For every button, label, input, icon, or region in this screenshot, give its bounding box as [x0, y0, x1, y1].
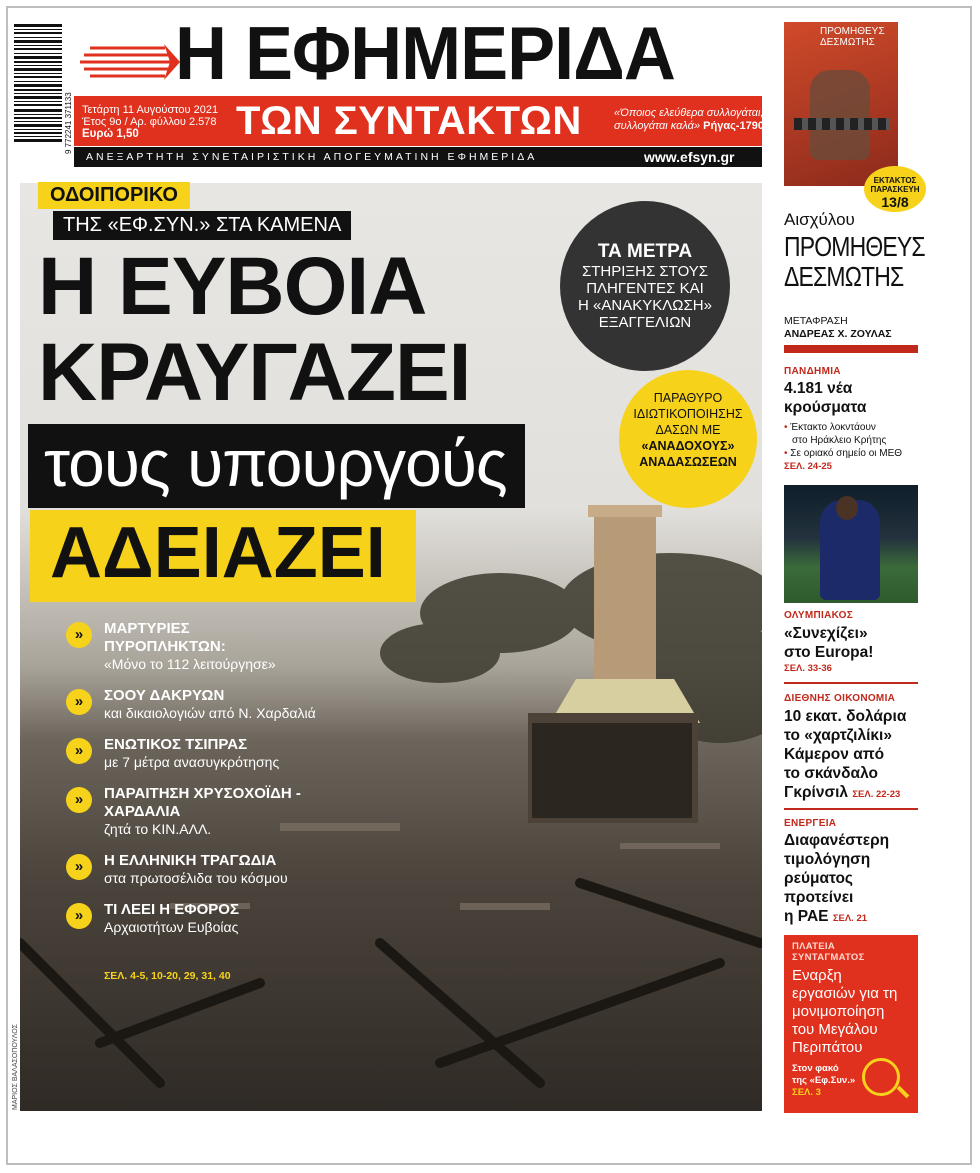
quote-line: «Όποιος ελεύθερα συλλογάται, [614, 107, 764, 119]
bullet-item[interactable] [60, 620, 400, 673]
circle-text: ΙΔΙΩΤΙΚΟΠΟΙΗΣΗΣ [633, 407, 743, 421]
bullet-title: ΜΑΡΤΥΡΙΕΣ ΠΥΡΟΠΛΗΚΤΩΝ: [104, 620, 226, 655]
bullet-sub: με 7 μέτρα ανασυγκρότησης [104, 754, 280, 770]
box-section: ΣΥΝΤΑΓΜΑΤΟΣ [792, 952, 865, 963]
bullet-sub: στα πρωτοσέλιδα του κόσμου [104, 870, 288, 886]
box-section: ΠΛΑΤΕΙΑ [792, 941, 836, 952]
double-chevron-right-icon: » [66, 738, 92, 764]
lead-pages: ΣΕΛ. 4-5, 10-20, 29, 31, 40 [104, 970, 231, 982]
headline-line: η ΡΑΕ [784, 908, 829, 925]
double-chevron-right-icon: » [66, 689, 92, 715]
newspaper-title: Η ΕΦΗΜΕΡΙΔΑ [175, 11, 675, 96]
circle-text: Η «ΑΝΑΚΥΚΛΩΣΗ» [578, 297, 712, 314]
book-title-line: ΔΕΣΜΩΤΗΣ [784, 261, 904, 292]
box-line: εργασιών για τη [792, 985, 898, 1002]
circle-text: ΕΞΑΓΓΕΛΙΩΝ [598, 314, 692, 331]
bullet-item[interactable] [60, 852, 400, 887]
book-cover-title: ΠΡΟΜΗΘΕΥΣ ΔΕΣΜΩΤΗΣ [820, 26, 885, 48]
headline-subline-black: τους υπουργούς [28, 424, 525, 508]
logo-pen-icon [80, 40, 180, 86]
item-text: Έκτακτο λοκντάουν [790, 422, 876, 433]
headline-line: Γκρίνσιλ [784, 784, 849, 801]
box-line: μονιμοποίηση [792, 1003, 885, 1020]
energy-headline[interactable] [784, 831, 889, 928]
bullet-title: ΕΝΩΤΙΚΟΣ ΤΣΙΠΡΑΣ [104, 736, 248, 753]
photo-credit: ΜΑΡΙΟΣ ΒΑΛΑΣΟΠΟΥΛΟΣ [12, 1023, 19, 1110]
circle-text: ΑΝΑΔΑΣΩΣΕΩΝ [639, 455, 737, 469]
privatization-circle [619, 370, 757, 508]
headline-line: στο Europa! [784, 644, 874, 661]
website-link[interactable]: www.efsyn.gr [644, 149, 735, 165]
headline-subline-yellow: ΑΔΕΙΑΖΕΙ [30, 510, 416, 602]
story-bullets [60, 620, 400, 950]
translation-label: ΜΕΤΑΦΡΑΣΗ [784, 315, 848, 327]
headline-line: κρούσματα [784, 399, 867, 416]
bullet-sub: Αρχαιοτήτων Ευβοίας [104, 919, 239, 935]
book-author: Αισχύλου [784, 210, 855, 229]
double-chevron-right-icon: » [66, 854, 92, 880]
page-ref: ΣΕΛ. 22-23 [852, 789, 901, 800]
kicker-label: ΟΔΟΙΠΟΡΙΚΟ [38, 182, 190, 209]
economy-section: ΔΙΕΘΝΗΣ ΟΙΚΟΝΟΜΙΑ [784, 693, 896, 704]
book-title-line: ΠΡΟΜΗΘΕΥΣ [784, 231, 925, 262]
bullet-item[interactable] [60, 901, 400, 936]
box-footer: της «Εφ.Συν.» [792, 1075, 856, 1086]
headline-line: ΚΡΑΥΓΑΖΕΙ [38, 327, 471, 418]
masthead-quote [614, 107, 764, 133]
box-line: Εναρξη [792, 967, 842, 984]
circle-text: ΣΤΗΡΙΞΗΣ ΣΤΟΥΣ [581, 263, 709, 280]
circle-text: ΠΑΡΑΘΥΡΟ [653, 391, 723, 405]
book-title [784, 232, 925, 292]
magnifier-icon [862, 1058, 900, 1096]
player-head [836, 496, 858, 520]
badge-date: 13/8 [881, 194, 909, 210]
box-footer: Στον φακό [792, 1063, 839, 1074]
section-divider [784, 345, 918, 353]
sport-pages: ΣΕΛ. 33-36 [784, 663, 832, 674]
headline-line: Διαφανέστερη [784, 832, 890, 849]
badge-text: ΕΚΤΑΚΤΟΣ [873, 176, 917, 185]
barcode [14, 24, 62, 154]
double-chevron-right-icon: » [66, 622, 92, 648]
circle-text: ΠΛΗΓΕΝΤΕΣ ΚΑΙ [586, 280, 704, 297]
box-line: του Μεγάλου [792, 1021, 878, 1038]
double-chevron-right-icon: » [66, 787, 92, 813]
bullet-title: Η ΕΛΛΗΝΙΚΗ ΤΡΑΓΩΔΙΑ [104, 852, 277, 869]
bullet-item[interactable] [60, 736, 400, 771]
headline-line: προτείνει [784, 889, 854, 906]
double-chevron-right-icon: » [66, 903, 92, 929]
newspaper-subtitle: ΤΩΝ ΣΥΝΤΑΚΤΩΝ [236, 99, 582, 143]
pandemic-section: ΠΑΝΔΗΜΙΑ [784, 366, 841, 377]
issue-info [82, 104, 218, 140]
measures-circle [560, 201, 730, 371]
page-ref: ΣΕΛ. 21 [832, 913, 868, 924]
circle-title: ΤΑ ΜΕΤΡΑ [597, 241, 693, 262]
headline-line: 10 εκατ. δολάρια [784, 708, 907, 725]
bullet-sub: «Μόνο το 112 λειτούργησε» [104, 656, 276, 672]
bullet-sub: ζητά το ΚΙΝ.ΑΛΛ. [104, 821, 212, 837]
item-text: Σε οριακό σημείο οι ΜΕΘ [790, 448, 903, 459]
circle-text: «ΑΝΑΔΟΧΟΥΣ» [641, 439, 735, 453]
section-divider [784, 682, 918, 684]
headline-line: τιμολόγηση [784, 851, 871, 868]
headline-line: το σκάνδαλο [784, 765, 878, 782]
headline-line: ρεύματος [784, 870, 853, 887]
pandemic-headline[interactable] [784, 379, 866, 417]
headline-line: 4.181 νέα [784, 380, 853, 397]
bullet-item[interactable] [60, 687, 400, 722]
bullet-title: ΤΙ ΛΕΕΙ Η ΕΦΟΡΟΣ [104, 901, 239, 918]
energy-section: ΕΝΕΡΓΕΙΑ [784, 818, 837, 829]
fist-illustration [810, 70, 870, 160]
tagline: ΑΝΕΞΑΡΤΗΤΗ ΣΥΝΕΤΑΙΡΙΣΤΙΚΗ ΑΠΟΓΕΥΜΑΤΙΝΗ ΕΦΗΜΕΡΙΔΑ [86, 151, 538, 163]
box-line: Περιπάτου [792, 1039, 863, 1056]
quote-line: συλλογάται καλά» [614, 120, 701, 132]
page-ref: ΣΕΛ. 24-25 [784, 461, 832, 472]
headline-line: το «χαρτζιλίκι» [784, 727, 892, 744]
bullet-title: ΣΟΟΥ ΔΑΚΡΥΩΝ [104, 687, 225, 704]
badge-text: ΠΑΡΑΣΚΕΥΗ [870, 185, 920, 194]
issue-number: Έτος 9ο / Αρ. φύλλου 2.578 [82, 116, 217, 128]
circle-text: ΔΑΣΩΝ ΜΕ [655, 423, 721, 437]
sport-section: ΟΛΥΜΠΙΑΚΟΣ [784, 610, 854, 621]
sport-headline[interactable] [784, 624, 873, 662]
translator-name: ΑΝΔΡΕΑΣ Χ. ΖΟΥΛΑΣ [784, 328, 892, 340]
bullet-sub: και δικαιολογιών από Ν. Χαρδαλιά [104, 705, 316, 721]
quote-author: Ρήγας-1790 [703, 120, 764, 132]
headline-line: «Συνεχίζει» [784, 625, 868, 642]
kicker-sublabel: ΤΗΣ «ΕΦ.ΣΥΝ.» ΣΤΑ ΚΑΜΕΝΑ [53, 211, 351, 240]
pandemic-items: • Έκτακτο λοκντάουν στο Ηράκλειο Κρήτης • Σε οριακό σημείο οι ΜΕΘ ΣΕΛ. 24-25 [784, 422, 903, 472]
headline-line: Κάμερον από [784, 746, 885, 763]
bullet-item[interactable] [60, 785, 400, 838]
item-text: στο Ηράκλειο Κρήτης [792, 435, 887, 446]
bullet-title: ΠΑΡΑΙΤΗΣΗ ΧΡΥΣΟΧΟΪΔΗ - ΧΑΡΔΑΛΙΑ [104, 785, 301, 820]
headline-line: Η ΕΥΒΟΙΑ [38, 241, 427, 332]
economy-headline[interactable] [784, 707, 906, 804]
issue-price: Ευρώ 1,50 [82, 128, 139, 140]
page-ref: ΣΕΛ. 3 [792, 1087, 821, 1098]
issue-date: Τετάρτη 11 Αυγούστου 2021 [82, 104, 219, 116]
barcode-number: 9 772241 371133 [64, 92, 73, 154]
section-divider [784, 808, 918, 810]
chain-illustration [794, 118, 890, 130]
main-headline [38, 241, 471, 418]
release-badge [864, 166, 926, 212]
book-translation [784, 315, 892, 341]
